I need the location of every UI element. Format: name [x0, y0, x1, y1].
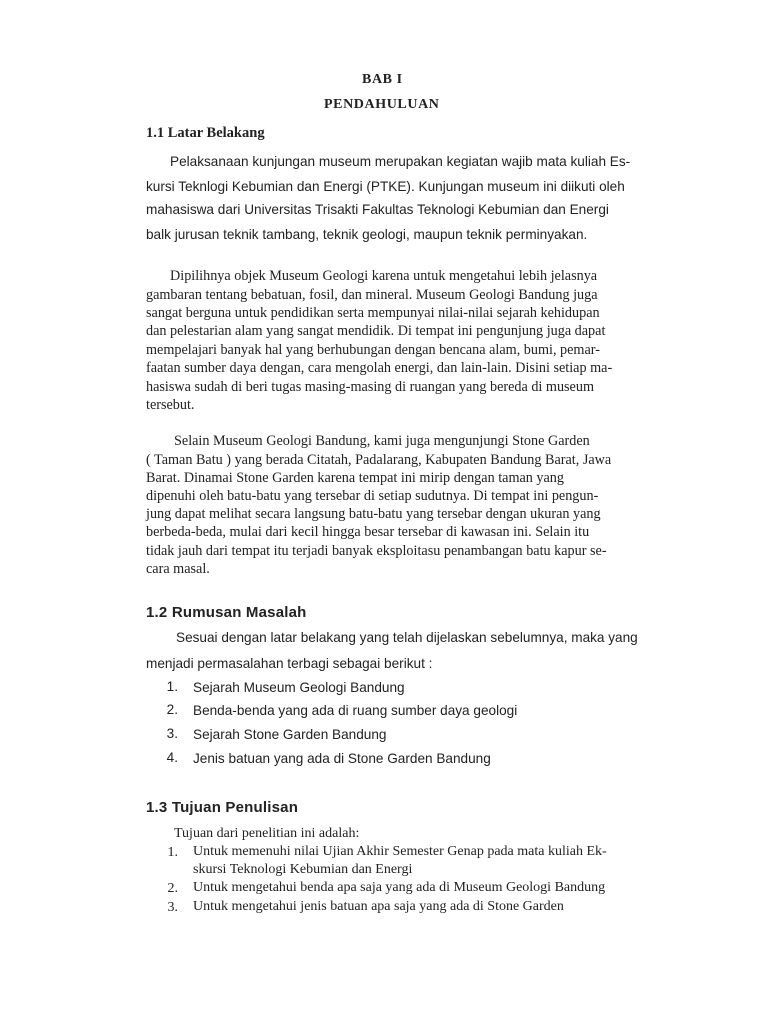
section-heading-latar-belakang: 1.1 Latar Belakang [146, 125, 265, 141]
paragraph-line: cara masal. [146, 561, 210, 577]
list-number: 1. [167, 845, 178, 860]
paragraph-line: mempelajari banyak hal yang berhubungan dengan bencana alam, bumi, pemar- [146, 342, 600, 358]
list-text: Untuk mengetahui benda apa saja yang ada di Museum Geologi Bandung [193, 880, 606, 895]
paragraph-line: kursi Teknlogi Kebumian dan Energi (PTKE). Kunjungan museum ini diikuti oleh [146, 179, 625, 194]
list-number: 3. [166, 726, 178, 741]
paragraph-line: berbeda-beda, mulai dari kecil hingga besar tersebar di kawasan ini. Selain itu [146, 524, 590, 540]
list-text-continuation: skursi Teknologi Kebumian dan Energi [193, 862, 413, 877]
paragraph-line: mahasiswa dari Universitas Trisakti Fakultas Teknologi Kebumian dan Energi [146, 202, 609, 217]
list-number: 2. [167, 881, 178, 896]
paragraph-line: gambaran tentang bebatuan, fosil, dan mineral. Museum Geologi Bandung juga [146, 287, 598, 303]
list-text: Benda-benda yang ada di ruang sumber daya geologi [193, 703, 518, 718]
chapter-label: BAB I [362, 72, 403, 87]
paragraph-line: Barat. Dinamai Stone Garden karena tempat ini mirip dengan taman yang [146, 470, 564, 486]
list-text: Jenis batuan yang ada di Stone Garden Bandung [193, 751, 491, 766]
list-text: Sejarah Museum Geologi Bandung [193, 680, 405, 695]
paragraph-line: tersebut. [146, 397, 195, 413]
paragraph-line: Sesuai dengan latar belakang yang telah dijelaskan sebelumnya, maka yang [176, 630, 638, 645]
list-number: 2. [166, 702, 178, 717]
paragraph-line: menjadi permasalahan terbagi sebagai berikut : [146, 656, 433, 671]
paragraph-line: dan pelestarian alam yang sangat mendidik. Di tempat ini pengunjung juga dapat [146, 323, 606, 339]
list-number: 3. [167, 900, 178, 915]
paragraph-line: hasiswa sudah di beri tugas masing-masing di ruangan yang bereda di museum [146, 379, 594, 395]
paragraph-line: tidak jauh dari tempat itu terjadi banyak eksploitasu penambangan batu kapur se- [146, 543, 607, 559]
paragraph-line: Selain Museum Geologi Bandung, kami juga mengunjungi Stone Garden [174, 433, 590, 449]
section-heading-rumusan-masalah: 1.2 Rumusan Masalah [146, 604, 307, 621]
list-text: Untuk mengetahui jenis batuan apa saja yang ada di Stone Garden [193, 899, 564, 914]
paragraph-line: sangat berguna untuk pendidikan serta mempunyai nilai-nilai sejarah kehidupan [146, 305, 600, 321]
paragraph-line: Dipilihnya objek Museum Geologi karena untuk mengetahui lebih jelasnya [170, 268, 598, 284]
list-number: 4. [166, 750, 178, 765]
chapter-title: PENDAHULUAN [324, 97, 440, 112]
tujuan-intro: Tujuan dari penelitian ini adalah: [174, 826, 360, 841]
paragraph-line: jung dapat melihat secara langsung batu-batu yang tersebar dengan ukuran yang [146, 506, 601, 522]
section-heading-tujuan-penulisan: 1.3 Tujuan Penulisan [146, 799, 299, 816]
paragraph-line: balk jurusan teknik tambang, teknik geologi, maupun teknik perminyakan. [146, 227, 588, 242]
paragraph-line: dipenuhi oleh batu-batu yang tersebar di setiap sudutnya. Di tempat ini pengun- [146, 488, 599, 504]
paragraph-line: ( Taman Batu ) yang berada Citatah, Padalarang, Kabupaten Bandung Barat, Jawa [146, 452, 612, 468]
list-text: Sejarah Stone Garden Bandung [193, 727, 387, 742]
list-number: 1. [166, 679, 178, 694]
paragraph-line: faatan sumber daya dengan, cara mengolah energi, dan lain-lain. Disini setiap ma- [146, 360, 613, 376]
paragraph-line: Pelaksanaan kunjungan museum merupakan kegiatan wajib mata kuliah Es- [170, 154, 631, 169]
list-text: Untuk memenuhi nilai Ujian Akhir Semester Genap pada mata kuliah Ek- [193, 844, 607, 859]
